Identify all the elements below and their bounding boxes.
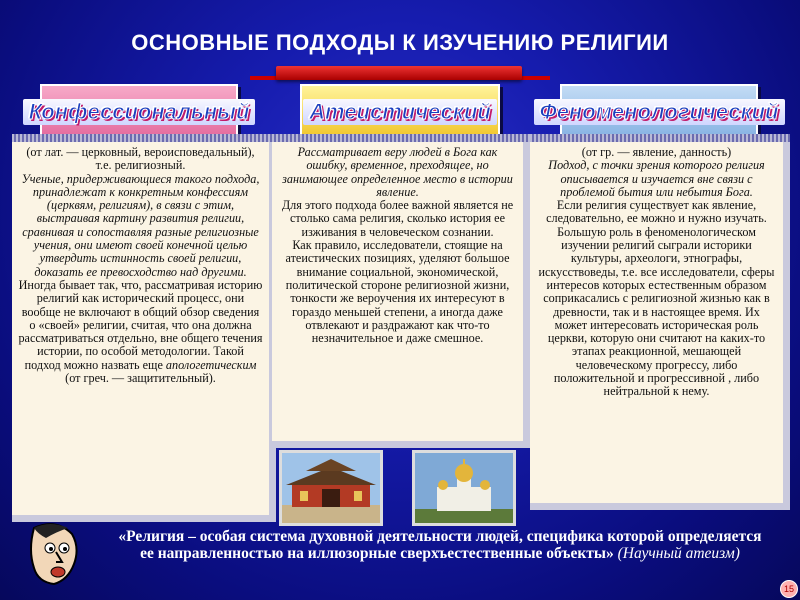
phenomenological-etymology: (от гр. — явление, данность) xyxy=(581,145,732,159)
phenomenological-description: Подход, с точки зрения которого религия описывается и изучается вне связи с проблемой бытия или небытия Бога. xyxy=(548,158,765,199)
quote-block xyxy=(110,528,770,562)
atheistic-focus: Для этого подхода более важной является не столько сама религия, сколько история ее изживания в человеческом сознании. xyxy=(281,198,514,239)
page-title: ОСНОВНЫЕ ПОДХОДЫ К ИЗУЧЕНИЮ РЕЛИГИИ xyxy=(131,30,669,55)
confessional-greek-note: (от греч. — защитительный). xyxy=(65,371,216,386)
header-confessional xyxy=(28,84,250,140)
quote-source: (Научный атеизм) xyxy=(617,545,740,562)
phenomenological-details: Если религия существует как явление, следовательно, ее можно и нужно изучать. Большую роль в феноменологическом изучении религий сыграли историки культуры, археологи, этнографы, искусствоведы, т.е. все исследователи, сферы интересов которых естественным образом соприкасались с религиозной жизнью как в древности, так и в настоящее время. Их может интересовать историческая роль церкви, которую они считают на каких-то этапах реакционной, мешающей человеческому прогрессу, либо положительной и прогрессивной , либо нейтральной к нему. xyxy=(538,198,775,399)
confessional-details: Иногда бывает так, что, рассматривая историю религий как исторический процесс, они вообще не включают в общий обзор сведения о «своей» религии, считая, что она должна рассматриваться отдельно, вне общего течения истории, по особой методологии. Такой подход можно назвать еще xyxy=(18,277,263,372)
header-confessional-label: Конфессиональный xyxy=(23,99,256,125)
thinking-face-icon xyxy=(16,520,86,590)
header-atheistic-label: Атеистический xyxy=(303,99,497,125)
phenomenological-panel xyxy=(530,142,790,510)
confessional-etymology: (от лат. — церковный, вероисповедальный), т.е. религиозный. xyxy=(26,145,255,173)
atheistic-description: Рассматривает веру людей в Бога как ошибку, временное, преходящее, но занимающее определенное место в истории явление. xyxy=(282,145,513,199)
header-phenomenological-label: Феноменологический xyxy=(534,99,785,125)
cathedral-photo xyxy=(412,450,516,526)
confessional-panel xyxy=(12,142,276,522)
header-phenomenological xyxy=(539,84,779,140)
header-atheistic xyxy=(300,84,500,140)
confessional-description: Ученые, придерживающиеся такого подхода, принадлежат к конкретным конфессиям (церквям, религиям), в связи с этим, выстраивая картину развития религии, сравнивая и сопоставляя разные религиозные учения, они имеют своей конечной целью утвердить истинность своей религии, доказать ее превосходство над другими. xyxy=(21,171,260,279)
quote-text: «Религия – особая система духовной деятельности людей, специфика которой определяется ее направленностью на иллюзорные сверхъестественные объекты» xyxy=(118,528,762,562)
atheistic-details: Как правило, исследователи, стоящие на атеистических позициях, уделяют большое внимание социальной, экономической, политической стороне религиозной жизни, тонкости же вероучения их интересуют в гораздо меньшей степени, а иногда даже отвлекают и раздражают как что-то незначительное и даже смешное. xyxy=(285,238,510,346)
temple-photo xyxy=(279,450,383,526)
confessional-apologetic-term: апологетическим xyxy=(165,357,257,372)
atheistic-panel xyxy=(272,142,530,448)
header-red-bar xyxy=(276,66,522,80)
page-number-badge: 15 xyxy=(780,580,798,598)
